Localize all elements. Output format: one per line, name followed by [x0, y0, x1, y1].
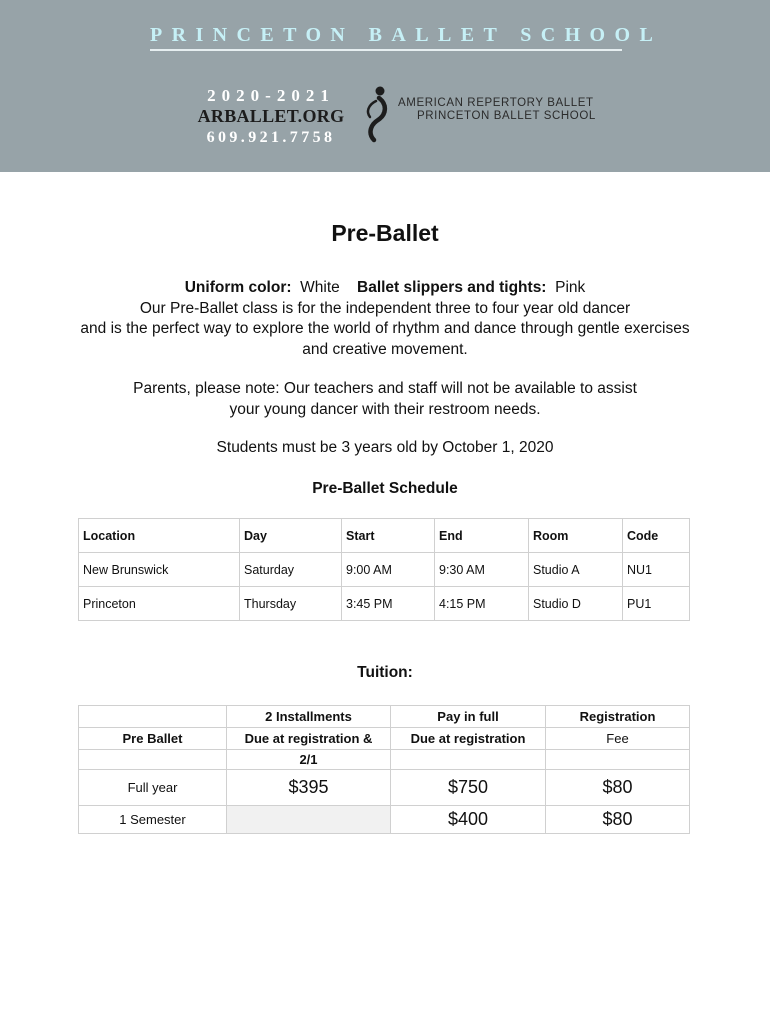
full-price: $750	[391, 770, 546, 806]
registration-fee: $80	[546, 806, 690, 834]
season-years: 2020-2021	[207, 86, 335, 105]
note-line-1: Parents, please note: Our teachers and staff will not be available to assist	[133, 380, 637, 397]
row-label: 1 Semester	[79, 806, 227, 834]
uniform-line	[0, 278, 770, 299]
cell-day: Thursday	[240, 587, 342, 621]
header-banner	[0, 0, 770, 172]
description-line-1: Our Pre-Ballet class is for the independent three to four year old dancer	[139, 299, 631, 317]
header-registration: Registration	[546, 706, 690, 728]
installment-price	[227, 806, 391, 834]
phone-number[interactable]: 609.921.7758	[206, 129, 336, 146]
tuition-title: Tuition:	[357, 664, 413, 681]
company-logo-text	[398, 97, 596, 123]
header-room: Room	[529, 519, 623, 553]
full-price: $400	[391, 806, 546, 834]
cell-location: Princeton	[79, 587, 240, 621]
slippers-label: Ballet slippers and tights:	[357, 279, 547, 296]
tuition-header-row-3	[79, 750, 690, 770]
slippers-value: Pink	[555, 279, 586, 296]
header-end: End	[435, 519, 529, 553]
header-pay-full-note: Due at registration	[391, 728, 546, 750]
table-row	[79, 806, 690, 834]
table-row	[79, 770, 690, 806]
cell-end: 9:30 AM	[435, 553, 529, 587]
logo-line-1: AMERICAN REPERTORY BALLET	[398, 97, 594, 109]
tuition-table	[78, 705, 690, 834]
logo-line-2: PRINCETON BALLET SCHOOL	[417, 110, 596, 122]
program-label: Pre Ballet	[79, 728, 227, 750]
website-link[interactable]: ARBALLET.ORG	[197, 106, 345, 126]
cell-day: Saturday	[240, 553, 342, 587]
tuition-header-row-1	[79, 706, 690, 728]
header-divider	[150, 49, 622, 51]
note-line-2: your young dancer with their restroom needs.	[229, 400, 541, 418]
cell-location: New Brunswick	[79, 553, 240, 587]
description-line-2: and is the perfect way to explore the world of rhythm and dance through gentle exercises	[80, 320, 690, 337]
header-blank	[546, 750, 690, 770]
registration-fee: $80	[546, 770, 690, 806]
school-name: PRINCETON BALLET SCHOOL	[150, 24, 663, 46]
header-fee: Fee	[546, 728, 690, 750]
cell-room: Studio A	[529, 553, 623, 587]
cell-start: 9:00 AM	[342, 553, 435, 587]
tuition-header-row-2	[79, 728, 690, 750]
table-row	[79, 587, 690, 621]
uniform-color-value: White	[300, 279, 340, 296]
installment-price: $395	[227, 770, 391, 806]
header-blank	[391, 750, 546, 770]
header-installments-date: 2/1	[227, 750, 391, 770]
cell-end: 4:15 PM	[435, 587, 529, 621]
header-day: Day	[240, 519, 342, 553]
class-description	[0, 278, 770, 360]
page-title: Pre-Ballet	[331, 220, 439, 246]
description-line-3: and creative movement.	[302, 340, 468, 358]
row-label: Full year	[79, 770, 227, 806]
schedule-header-row	[79, 519, 690, 553]
contact-block	[196, 85, 346, 148]
cell-start: 3:45 PM	[342, 587, 435, 621]
schedule-title: Pre-Ballet Schedule	[312, 480, 458, 497]
table-row	[79, 553, 690, 587]
dancer-swirl-icon	[359, 82, 395, 144]
header-code: Code	[623, 519, 690, 553]
schedule-table	[78, 518, 690, 621]
cell-code: NU1	[623, 553, 690, 587]
header-start: Start	[342, 519, 435, 553]
header-blank	[79, 750, 227, 770]
age-requirement: Students must be 3 years old by October 1, 2020	[216, 439, 554, 456]
header-location: Location	[79, 519, 240, 553]
cell-code: PU1	[623, 587, 690, 621]
header-pay-full: Pay in full	[391, 706, 546, 728]
parents-note	[0, 379, 770, 420]
uniform-color-label: Uniform color:	[184, 279, 292, 296]
header-installments: 2 Installments	[227, 706, 391, 728]
cell-room: Studio D	[529, 587, 623, 621]
header-blank	[79, 706, 227, 728]
header-installments-note: Due at registration &	[227, 728, 391, 750]
